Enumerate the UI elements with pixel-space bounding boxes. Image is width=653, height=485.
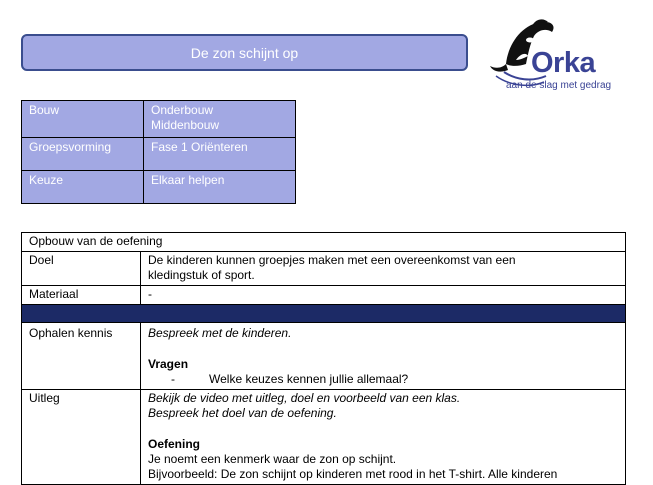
info-row-groepsvorming: [22, 138, 296, 171]
oefening-line: Je noemt een kenmerk waar de zon op schijnt.: [148, 452, 397, 466]
info-value: Elkaar helpen: [144, 171, 296, 204]
oefening-line: Bijvoorbeeld: De zon schijnt op kinderen met rood in het T-shirt. Alle kinderen: [148, 467, 558, 481]
bullet-dash: -: [171, 372, 175, 386]
page-title: De zon schijnt op: [190, 44, 299, 61]
table-header-row: [22, 233, 626, 252]
materiaal-value: -: [141, 286, 626, 305]
info-row-keuze: [22, 171, 296, 204]
list-item: [148, 372, 618, 387]
ophalen-row: [22, 323, 626, 390]
info-value-line: Onderbouw: [151, 103, 214, 117]
info-value: Fase 1 Oriënteren: [144, 138, 296, 171]
row-label: Doel: [22, 252, 141, 286]
table-header: Opbouw van de oefening: [22, 233, 626, 252]
logo-wordmark: Orka: [531, 47, 596, 79]
row-label: Materiaal: [22, 286, 141, 305]
orka-logo: [486, 14, 636, 94]
info-key: Keuze: [22, 171, 144, 204]
uitleg-line: Bespreek het doel van de oefening.: [148, 406, 337, 420]
oefening-heading: Oefening: [148, 437, 201, 451]
doel-value: [141, 252, 626, 286]
doel-row: [22, 252, 626, 286]
info-row-bouw: [22, 101, 296, 138]
title-banner: [21, 34, 468, 71]
ophalen-content: [141, 323, 626, 390]
exercise-table: [21, 232, 626, 485]
info-table: [21, 100, 296, 204]
uitleg-row: [22, 390, 626, 485]
doel-line: De kinderen kunnen groepjes maken met een overeenkomst van een: [148, 253, 516, 267]
uitleg-line: Bekijk de video met uitleg, doel en voorbeeld van een klas.: [148, 391, 461, 405]
materiaal-row: [22, 286, 626, 305]
row-label: Ophalen kennis: [22, 323, 141, 390]
info-key: Bouw: [22, 101, 144, 138]
uitleg-content: [141, 390, 626, 485]
ophalen-intro: Bespreek met de kinderen.: [148, 326, 292, 340]
ophalen-heading: Vragen: [148, 357, 189, 371]
info-key: Groepsvorming: [22, 138, 144, 171]
section-divider: [22, 305, 626, 323]
info-value-line: Middenbouw: [151, 118, 220, 132]
logo-tagline: aan de slag met gedrag: [506, 80, 612, 91]
doel-line: kledingstuk of sport.: [148, 268, 255, 282]
list-item-text: Welke keuzes kennen jullie allemaal?: [209, 372, 409, 386]
info-value: [144, 101, 296, 138]
row-label: Uitleg: [22, 390, 141, 485]
